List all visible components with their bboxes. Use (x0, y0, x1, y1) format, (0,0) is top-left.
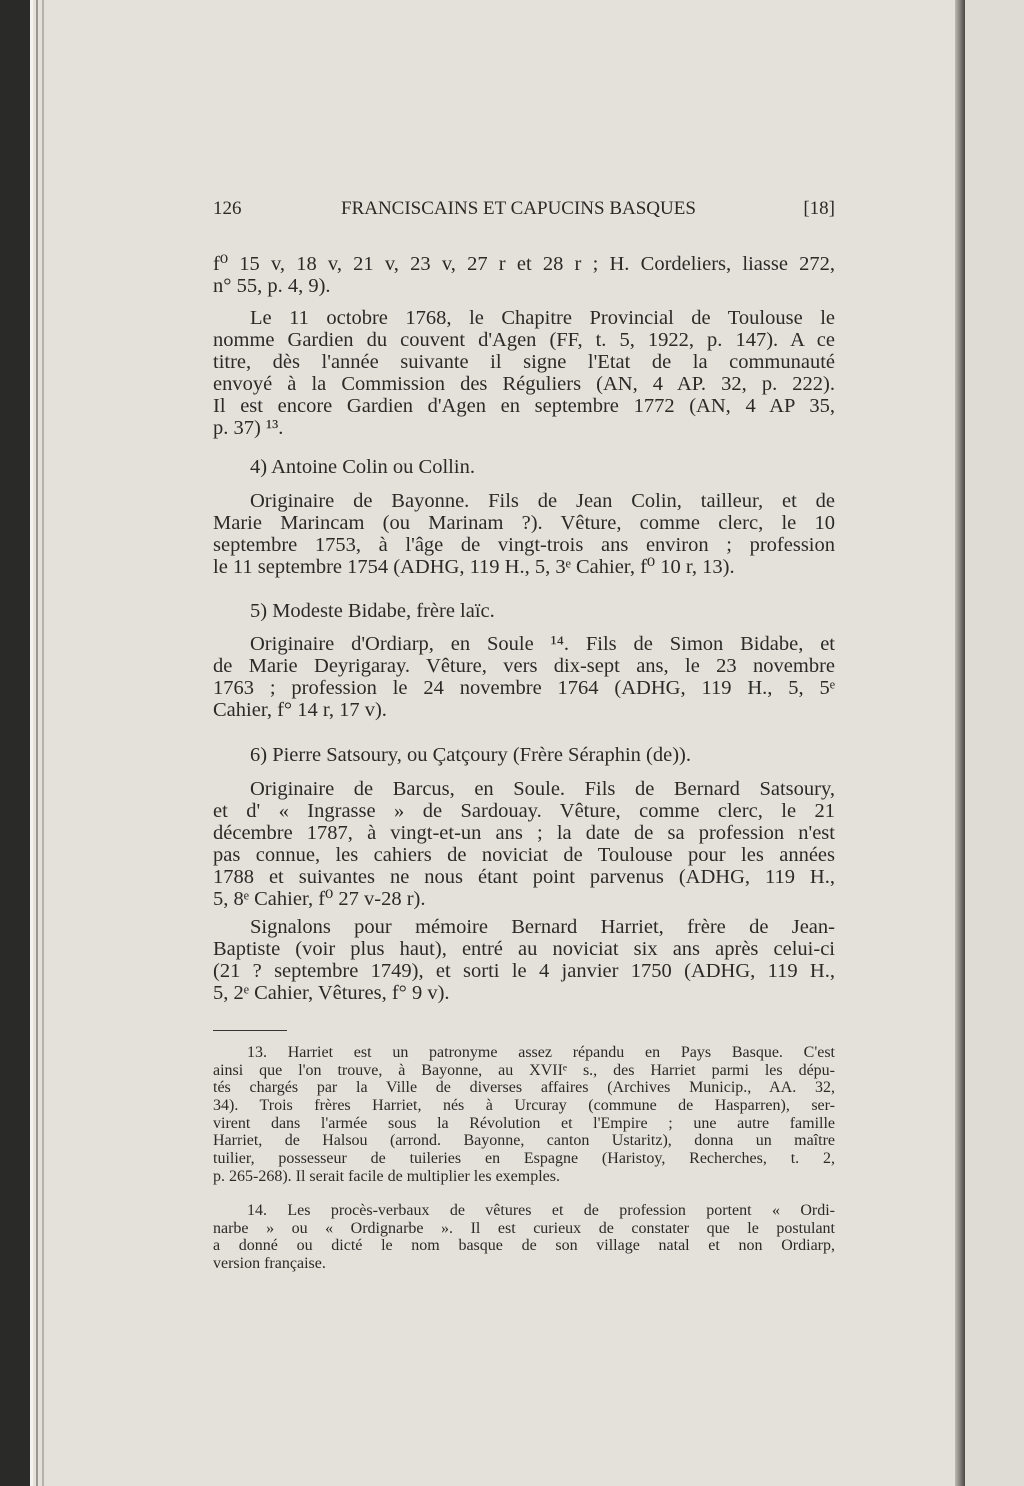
text-line: Originaire de Barcus, en Soule. Fils de Bernard Satsoury, (250, 778, 835, 800)
page-number: 126 (213, 198, 242, 219)
text-line: Baptiste (voir plus haut), entré au noviciat six ans après celui-ci (213, 938, 835, 960)
page-edge (36, 0, 38, 1486)
text-line: pas connue, les cahiers de noviciat de Toulouse pour les années (213, 844, 835, 866)
text-line: 1788 et suivantes ne nous étant point parvenus (ADHG, 119 H., (213, 866, 835, 888)
paragraph (213, 778, 835, 910)
paragraph (213, 307, 835, 439)
footnote-line: 14. Les procès-verbaux de vêtures et de profession portent « Ordi- (247, 1202, 835, 1219)
footnote-divider (213, 1030, 287, 1031)
section-heading (213, 744, 835, 766)
footnote-line: 13. Harriet est un patronyme assez répandu en Pays Basque. C'est (247, 1044, 835, 1061)
text-line: p. 37) ¹³. (213, 417, 284, 439)
text-line: f⁰ 15 v, 18 v, 21 v, 23 v, 27 r et 28 r ; H. Cordeliers, liasse 272, (213, 253, 835, 275)
footnote (213, 1044, 835, 1186)
footnote-line: p. 265-268). Il serait facile de multiplier les exemples. (213, 1167, 560, 1185)
section-heading (213, 456, 835, 478)
running-header (213, 198, 835, 224)
text-line: Originaire de Bayonne. Fils de Jean Colin, tailleur, et de (250, 490, 835, 512)
page-edge (42, 0, 44, 1486)
footnote-line: version française. (213, 1255, 326, 1273)
footnote-line: narbe » ou « Ordignarbe ». Il est curieux de constater que le postulant (213, 1219, 835, 1237)
text-line: décembre 1787, à vingt-et-un ans ; la date de sa profession n'est (213, 822, 835, 844)
footnote (213, 1202, 835, 1273)
book-gutter (955, 0, 965, 1486)
text-line: Le 11 octobre 1768, le Chapitre Provincial de Toulouse le (250, 307, 835, 329)
text-line: nomme Gardien du couvent d'Agen (FF, t. 5, 1922, p. 147). A ce (213, 329, 835, 351)
footnote-line: tés chargés par la Ville de diverses affaires (Archives Municip., AA. 32, (213, 1079, 835, 1097)
text-line: 5, 2ᵉ Cahier, Vêtures, f° 9 v). (213, 982, 450, 1004)
footnote-line: virent dans l'armée sous la Révolution et l'Empire ; une autre famille (213, 1114, 835, 1132)
section-heading (213, 600, 835, 622)
text-line: de Marie Deyrigaray. Vêture, vers dix-sept ans, le 23 novembre (213, 655, 835, 677)
section-number: [18] (803, 198, 835, 219)
page-edge (30, 0, 33, 1486)
text-line: (21 ? septembre 1749), et sorti le 4 janvier 1750 (ADHG, 119 H., (213, 960, 835, 982)
running-title: FRANCISCAINS ET CAPUCINS BASQUES (341, 198, 696, 219)
text-line: le 11 septembre 1754 (ADHG, 119 H., 5, 3ᵉ Cahier, f⁰ 10 r, 13). (213, 556, 735, 578)
text-line: septembre 1753, à l'âge de vingt-trois ans environ ; profession (213, 534, 835, 556)
text-line: 6) Pierre Satsoury, ou Çatçoury (Frère Séraphin (de)). (250, 744, 691, 766)
footnote-line: tuilier, possesseur de tuileries en Espagne (Haristoy, Recherches, t. 2, (213, 1150, 835, 1168)
text-line: 1763 ; profession le 24 novembre 1764 (ADHG, 119 H., 5, 5ᵉ (213, 677, 835, 699)
footnote-line: a donné ou dicté le nom basque de son village natal et non Ordiarp, (213, 1237, 835, 1255)
text-line: Marie Marincam (ou Marinam ?). Vêture, comme clerc, le 10 (213, 512, 835, 534)
text-line: et d' « Ingrasse » de Sardouay. Vêture, comme clerc, le 21 (213, 800, 835, 822)
text-line: Cahier, f° 14 r, 17 v). (213, 699, 387, 721)
paragraph (213, 633, 835, 721)
text-line: 5, 8ᵉ Cahier, f⁰ 27 v-28 r). (213, 888, 426, 910)
text-line: 4) Antoine Colin ou Collin. (250, 456, 475, 478)
text-line: envoyé à la Commission des Réguliers (AN, 4 AP. 32, p. 222). (213, 373, 835, 395)
text-line: n° 55, p. 4, 9). (213, 275, 331, 297)
footnote-line: ainsi que l'on trouve, à Bayonne, au XVIIᵉ s., des Harriet parmi les dépu- (213, 1061, 835, 1079)
paragraph (213, 916, 835, 1004)
paragraph (213, 253, 835, 297)
paragraph (213, 490, 835, 578)
text-line: Originaire d'Ordiarp, en Soule ¹⁴. Fils de Simon Bidabe, et (250, 633, 835, 655)
text-line: titre, dès l'année suivante il signe l'Etat de la communauté (213, 351, 835, 373)
text-line: Il est encore Gardien d'Agen en septembre 1772 (AN, 4 AP 35, (213, 395, 835, 417)
text-line: Signalons pour mémoire Bernard Harriet, frère de Jean- (250, 916, 835, 938)
facing-page (965, 0, 1024, 1486)
text-line: 5) Modeste Bidabe, frère laïc. (250, 600, 495, 622)
footnote-line: Harriet, de Halsou (arrond. Bayonne, canton Ustaritz), donna un maître (213, 1132, 835, 1150)
footnote-line: 34). Trois frères Harriet, nés à Urcuray (commune de Hasparren), ser- (213, 1097, 835, 1115)
